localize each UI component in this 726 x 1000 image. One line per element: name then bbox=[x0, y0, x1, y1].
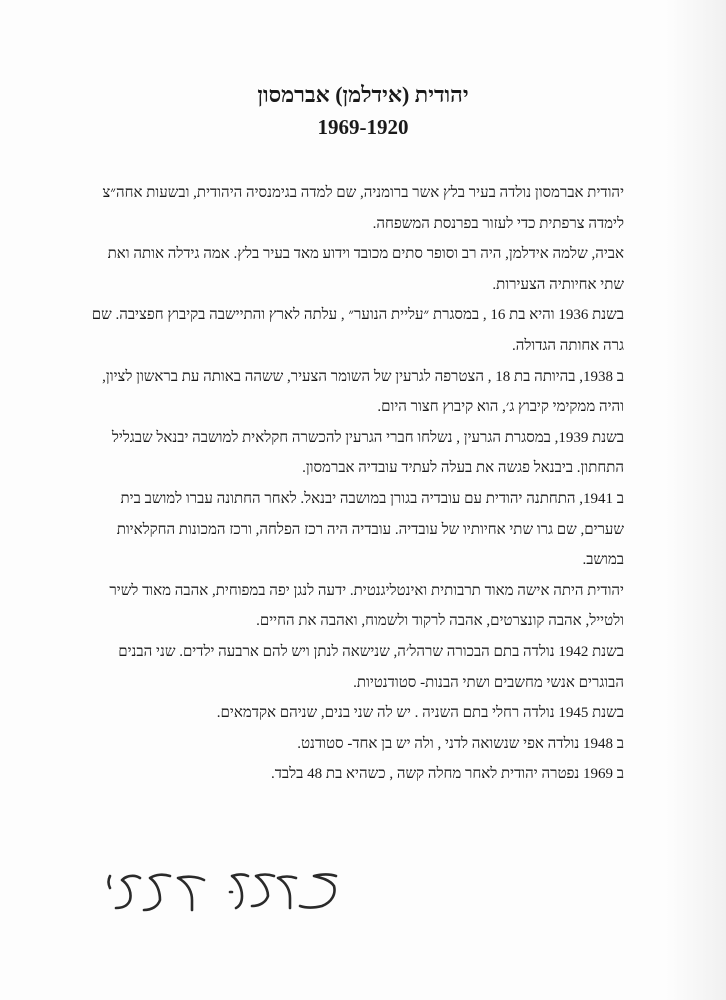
document-years: 1969-1920 bbox=[317, 115, 409, 139]
handwritten-signature bbox=[100, 862, 350, 922]
paragraph: יהודית אברמסון נולדה בעיר בלץ אשר ברומניה, שם למדה בגימנסיה היהודית, ובשעות אחה״צ לימדה צרפתית כדי לעזור בפרנסת המשפחה. bbox=[102, 185, 624, 232]
paragraph: יהודית היתה אישה מאוד תרבותית ואינטליגנטית. ידעה לנגן יפה במפוחית, אהבה מאוד לשיר ולטייל, אהבה קונצרטים, אהבה לרקוד ולשמוח, ואהבה את החיים. bbox=[109, 582, 624, 630]
paragraph: בשנת 1939, במסגרת הגרעין , נשלחו חברי הגרעין להכשרה חקלאית למושבה יבנאל שבגליל התחתון. ביבנאל פגשה את בעלה לעתיד עובדיה אברמסון. bbox=[111, 429, 624, 477]
paragraph: בשנת 1936 והיא בת 16 , במסגרת ״עליית הנוער״ , עלתה לארץ והתיישבה בקיבוץ חפציבה. שם גרה אחותה הגדולה. bbox=[91, 307, 624, 354]
document-title: יהודית (אידלמן) אברמסון bbox=[257, 82, 469, 107]
paragraph: בשנת 1942 נולדה בתם הבכורה שרהל׳ה, שנישאה לנתן ויש להם ארבעה ילדים. שני הבנים הבוגרים אנשי מחשבים ושתי הבנות- סטודנטיות. bbox=[118, 643, 624, 691]
paragraph: אביה, שלמה אידלמן, היה רב וסופר סתים מכובד וידוע מאד בעיר בלץ. אמה גידלה אותה ואת שתי אחיותיה הצעירות. bbox=[107, 246, 624, 293]
paragraph: ב 1969 נפטרה יהודית לאחר מחלה קשה , כשהיא בת 48 בלבד. bbox=[270, 766, 624, 783]
paragraph: בשנת 1945 נולדה רחלי בתם השניה . יש לה שני בנים, שניהם אקדמאים. bbox=[216, 705, 624, 722]
paragraph: ב 1941, התחתנה יהודית עם עובדיה בגורן במושבה יבנאל. לאחר החתונה עברו למושב בית שערים, שם גרו שתי אחיותיו של עובדיה. עובדיה היה רכז הפלחה, ורכז המכונות החקלאיות במושב. bbox=[116, 490, 624, 569]
paragraph: ב 1948 נולדה אפי שנשואה לדני , ולה יש בן אחד- סטודנט. bbox=[297, 735, 624, 752]
document-body bbox=[88, 178, 624, 790]
page-edge-shadow bbox=[666, 0, 726, 1000]
paragraph: ב 1938, בהיותה בת 18 , הצטרפה לגרעין של השומר הצעיר, ששהה באותה עת בראשון לציון, והיה ממקימי קיבוץ ג׳, הוא קיבוץ חצור היום. bbox=[102, 368, 624, 416]
